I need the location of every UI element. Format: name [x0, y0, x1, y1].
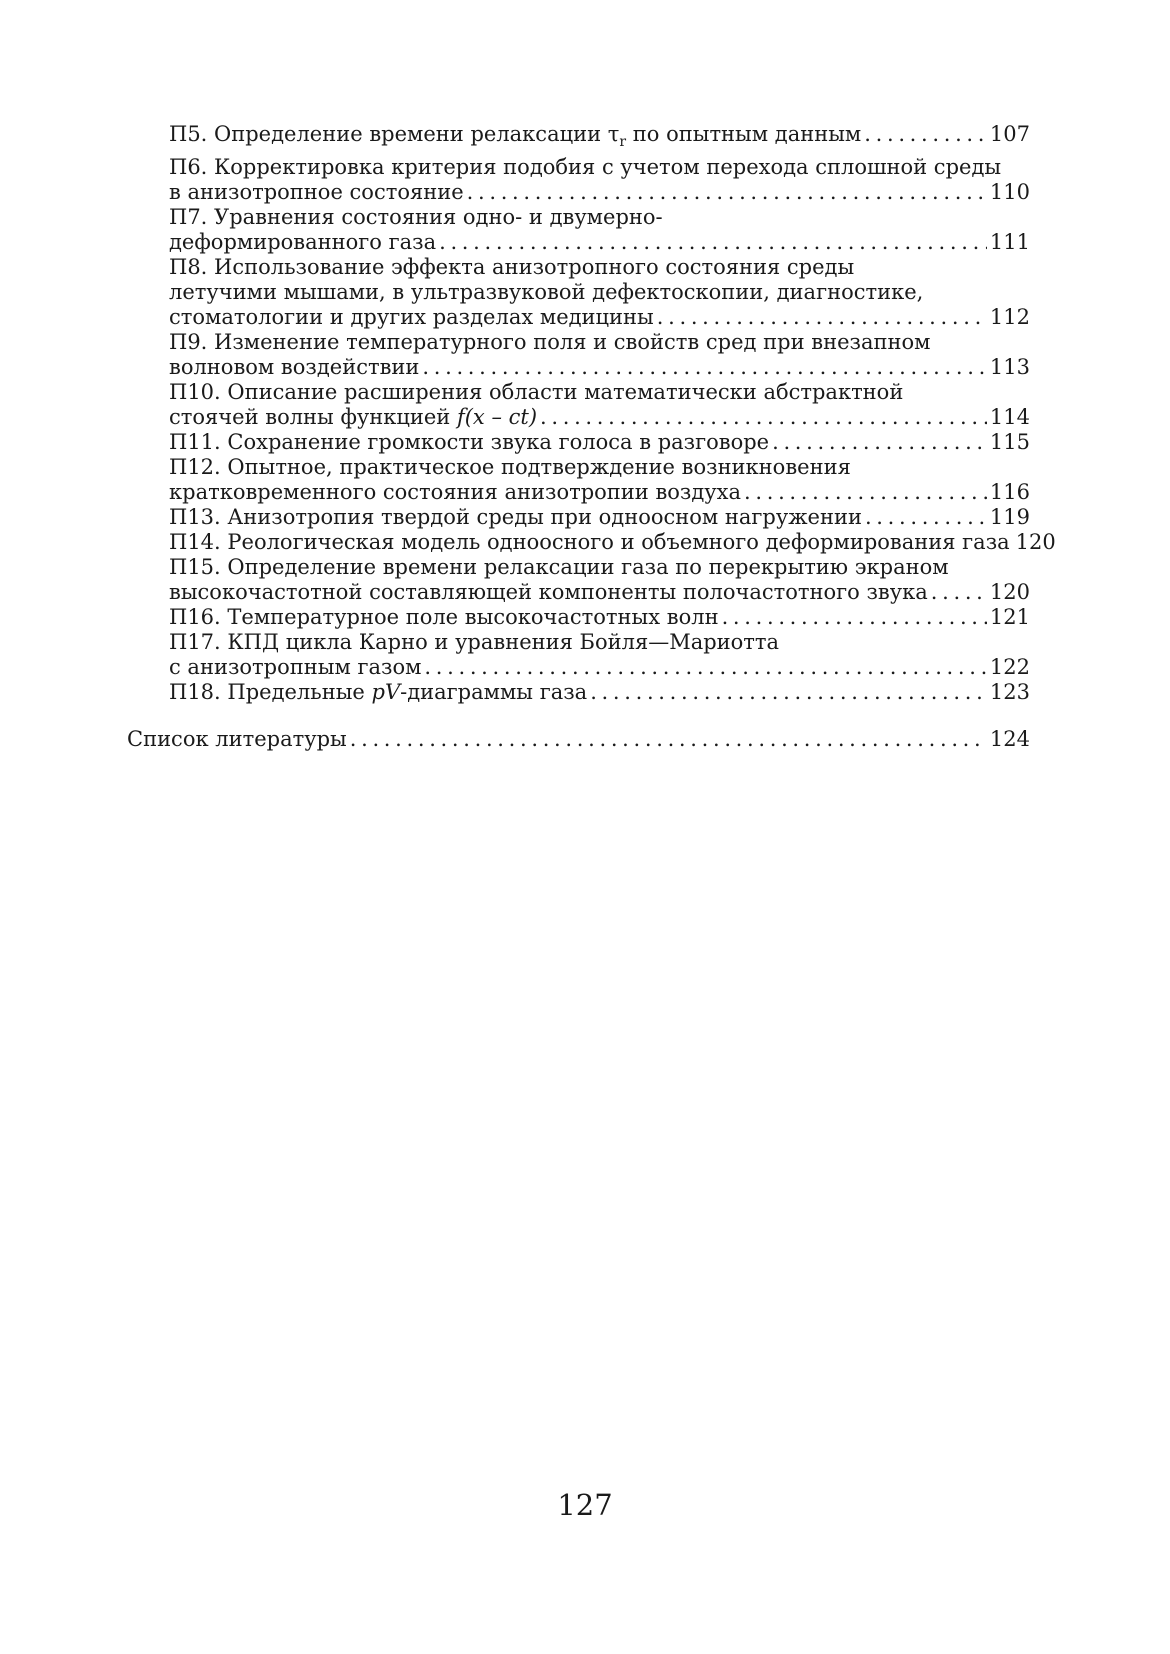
toc-entry-line: летучими мышами, в ультразвуковой дефектоскопии, диагностике, [169, 280, 924, 305]
toc-entry-last-line [127, 655, 1030, 680]
toc-entry-line: П6. Корректировка критерия подобия с учетом перехода сплошной среды [169, 155, 1002, 180]
toc-page-number: 111 [989, 230, 1030, 255]
toc-entry-line: П9. Изменение температурного поля и свойств сред при внезапном [169, 330, 931, 355]
dot-leader [931, 580, 987, 605]
toc-entry-last-line [127, 430, 1030, 455]
toc-entry[interactable] [127, 255, 1030, 330]
toc-entry-title: кратковременного состояния анизотропии воздуха [169, 480, 742, 505]
table-of-contents [127, 122, 1056, 752]
toc-entry[interactable] [127, 605, 1030, 630]
toc-page-number: 122 [989, 655, 1030, 680]
toc-entry-last-line [127, 405, 1030, 430]
toc-entry[interactable] [127, 430, 1030, 455]
toc-page-number: 114 [989, 405, 1030, 430]
toc-entry-title: стоматологии и других разделах медицины [169, 305, 654, 330]
dot-leader [467, 180, 987, 205]
toc-entry-title: П14. Реологическая модель одноосного и объемного деформирования газа [169, 530, 1010, 555]
toc-page-number: 120 [989, 580, 1030, 605]
toc-entry-line: П10. Описание расширения области математически абстрактной [169, 380, 904, 405]
toc-entry-line: П12. Опытное, практическое подтверждение возникновения [169, 455, 851, 480]
dot-leader [657, 305, 987, 330]
toc-entry-title: высокочастотной составляющей компоненты полочастотного звука [169, 580, 928, 605]
toc-entry[interactable] [127, 155, 1030, 205]
dot-leader [722, 605, 987, 630]
toc-entry-title: П13. Анизотропия твердой среды при одноосном нагружении [169, 505, 862, 530]
dot-leader [424, 655, 986, 680]
toc-entry-title: волновом воздействии [169, 355, 420, 380]
toc-entry[interactable] [127, 505, 1030, 530]
toc-page-number: 123 [989, 680, 1030, 705]
toc-entry-title: в анизотропное состояние [169, 180, 464, 205]
dot-leader [744, 480, 987, 505]
dot-leader [590, 680, 987, 705]
dot-leader [865, 505, 987, 530]
toc-entry[interactable] [127, 555, 1030, 605]
toc-entry-last-line [127, 480, 1030, 505]
toc-entry-last-line [127, 230, 1030, 255]
toc-entry-title: Список литературы [127, 727, 347, 752]
toc-page-number: 119 [989, 505, 1030, 530]
toc-entry-title: с анизотропным газом [169, 655, 422, 680]
toc-entry[interactable] [127, 680, 1030, 705]
page-number: 127 [557, 1488, 613, 1522]
toc-entry-title: стоячей волны функцией f(x – ct) [169, 405, 538, 430]
toc-entry-last-line [127, 505, 1030, 530]
toc-entry-line: П8. Использование эффекта анизотропного состояния среды [169, 255, 855, 280]
toc-entry-last-line [127, 580, 1030, 605]
toc-entry[interactable] [127, 205, 1030, 255]
toc-page-number: 121 [989, 605, 1030, 630]
toc-entry[interactable] [127, 530, 1056, 555]
toc-entry[interactable] [127, 380, 1030, 430]
toc-entry-title: П18. Предельные pV-диаграммы газа [169, 680, 588, 705]
dot-leader [864, 122, 987, 147]
dot-leader [350, 727, 987, 752]
toc-entry-line: П15. Определение времени релаксации газа по перекрытию экраном [169, 555, 949, 580]
toc-entry-last-line [127, 355, 1030, 380]
toc-page-number: 116 [989, 480, 1030, 505]
toc-page-number: 107 [989, 122, 1030, 146]
toc-entry[interactable] [127, 630, 1030, 680]
toc-entry-title: П11. Сохранение громкости звука голоса в разговоре [169, 430, 770, 455]
toc-entry-last-line [127, 727, 1030, 752]
toc-entry[interactable] [127, 455, 1030, 505]
dot-leader [540, 405, 987, 430]
dot-leader [439, 230, 987, 255]
dot-leader [772, 430, 987, 455]
toc-page-number: 113 [989, 355, 1030, 380]
toc-entry-last-line [127, 680, 1030, 705]
toc-entry-title: П16. Температурное поле высокочастотных волн [169, 605, 719, 630]
toc-page-number: 124 [989, 727, 1030, 752]
toc-entry-last-line [127, 180, 1030, 205]
toc-entry-line: П7. Уравнения состояния одно- и двумерно- [169, 205, 663, 230]
toc-entry[interactable] [127, 122, 1030, 155]
toc-page-number: 110 [989, 180, 1030, 205]
toc-entry-references[interactable] [127, 727, 1030, 752]
toc-entry-line: П17. КПД цикла Карно и уравнения Бойля—Мариотта [169, 630, 780, 655]
toc-page-number: 112 [989, 305, 1030, 330]
dot-leader [422, 355, 987, 380]
toc-entry-last-line [127, 122, 1030, 155]
toc-entry-last-line [127, 530, 1056, 555]
toc-entry-last-line [127, 605, 1030, 630]
toc-page-number: 120 [1015, 530, 1056, 555]
toc-entry-last-line [127, 305, 1030, 330]
toc-page-number: 115 [989, 430, 1030, 455]
toc-entry-title: П5. Определение времени релаксации $\tau_r$ по опытным данным [169, 122, 862, 151]
toc-entry[interactable] [127, 330, 1030, 380]
toc-entry-title: деформированного газа [169, 230, 437, 255]
